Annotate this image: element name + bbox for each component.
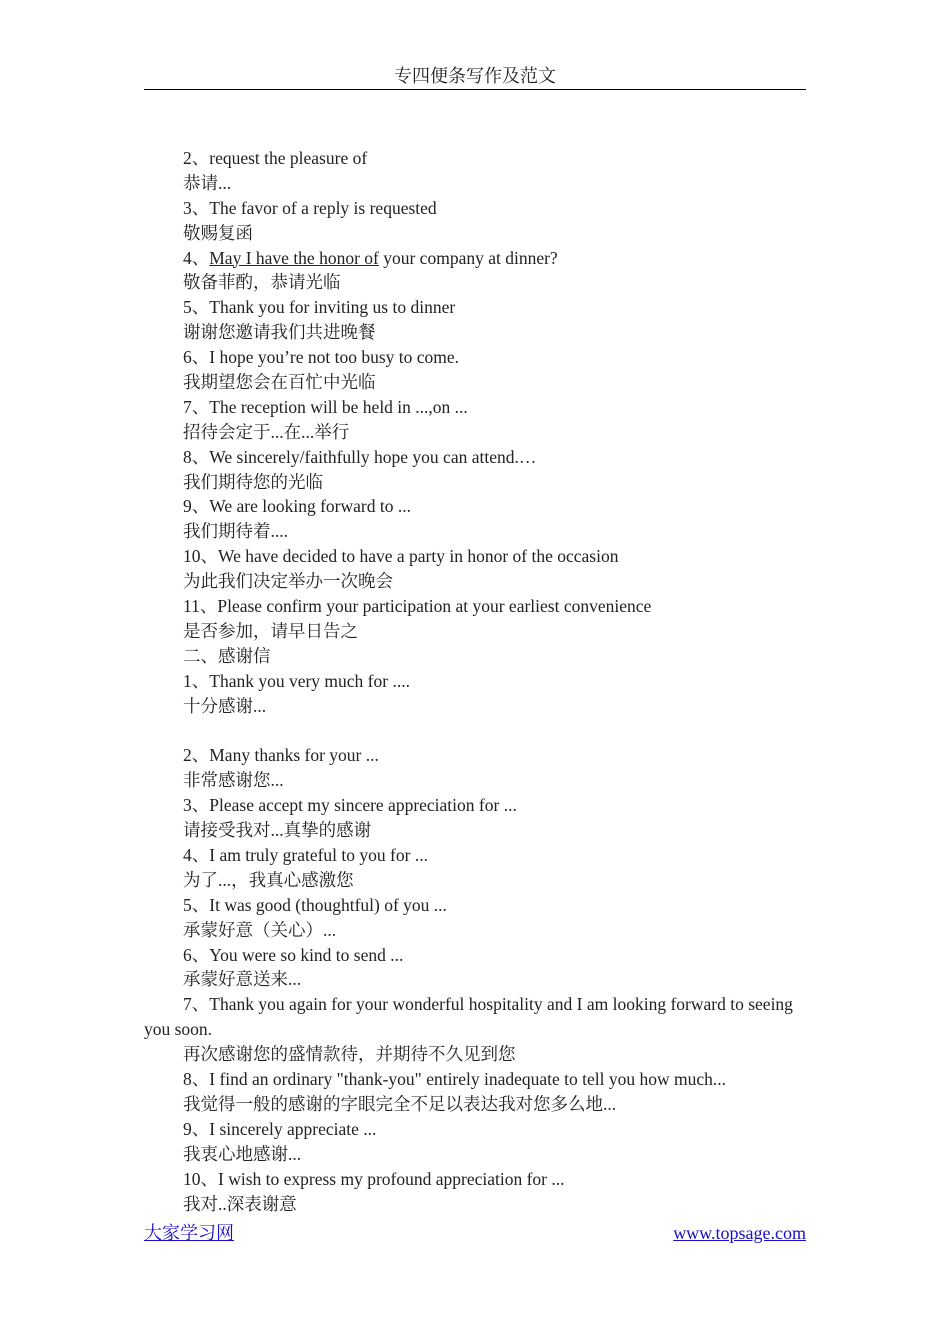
phrase-zh: 我们期待着.... <box>183 521 288 542</box>
phrase-en: 9、We are looking forward to ... <box>183 496 411 517</box>
phrase-zh: 我衷心地感谢... <box>183 1143 302 1164</box>
phrase-en-wrapped: 7、Thank you again for your wonderful hospitality and I am looking forward to seeing you soon. <box>144 994 793 1040</box>
phrase-zh: 敬赐复函 <box>183 222 253 243</box>
footer-url-link[interactable]: www.topsage.com <box>673 1223 806 1243</box>
phrase-en: 6、You were so kind to send ... <box>183 944 404 965</box>
document-body <box>144 146 806 1217</box>
section-heading: 二、感谢信 <box>183 645 271 666</box>
phrase-zh: 非常感谢您... <box>183 770 284 791</box>
phrase-number: 4、 <box>183 247 210 268</box>
phrase-zh: 谢谢您邀请我们共进晚餐 <box>183 322 376 343</box>
phrase-zh: 招待会定于...在...举行 <box>183 421 350 442</box>
phrase-zh: 再次感谢您的盛情款待，并期待不久见到您 <box>183 1044 516 1065</box>
phrase-zh: 我期望您会在百忙中光临 <box>183 372 376 393</box>
phrase-en: 7、The reception will be held in ...,on ... <box>183 396 468 417</box>
phrase-en: 6、I hope you’re not too busy to come. <box>183 347 460 368</box>
phrase-zh: 是否参加，请早日告之 <box>183 620 358 641</box>
phrase-zh: 我觉得一般的感谢的字眼完全不足以表达我对您多么地... <box>183 1094 617 1115</box>
phrase-en: 3、The favor of a reply is requested <box>183 197 437 218</box>
phrase-zh: 敬备菲酌，恭请光临 <box>183 272 341 293</box>
phrase-en: 2、Many thanks for your ... <box>183 745 379 766</box>
phrase-en: 4、I am truly grateful to you for ... <box>183 844 428 865</box>
phrase-zh: 请接受我对...真挚的感谢 <box>183 820 372 841</box>
phrase-suffix: your company at dinner? <box>378 247 558 268</box>
phrase-zh: 恭请... <box>183 172 232 193</box>
underlined-phrase: May I have the honor of <box>209 247 379 268</box>
phrase-zh: 我们期待您的光临 <box>183 471 323 492</box>
phrase-zh: 为此我们决定举办一次晚会 <box>183 571 393 592</box>
phrase-en: 3、Please accept my sincere appreciation for ... <box>183 795 517 816</box>
page-header <box>144 64 806 90</box>
phrase-en: 11、Please confirm your participation at your earliest convenience <box>183 596 652 617</box>
phrase-zh: 为了...，我真心感激您 <box>183 869 354 890</box>
phrase-en <box>144 246 806 271</box>
phrase-en: 5、It was good (thoughtful) of you ... <box>183 894 447 915</box>
phrase-zh: 十分感谢... <box>183 695 267 716</box>
phrase-en: 5、Thank you for inviting us to dinner <box>183 297 456 318</box>
phrase-zh: 承蒙好意（关心）... <box>183 919 337 940</box>
blank-line <box>144 718 806 743</box>
page-footer <box>144 1220 806 1246</box>
phrase-en: 8、We sincerely/faithfully hope you can attend.… <box>183 446 537 467</box>
page-title: 专四便条写作及范文 <box>394 66 556 86</box>
phrase-en: 10、We have decided to have a party in honor of the occasion <box>183 546 619 567</box>
phrase-en: 9、I sincerely appreciate ... <box>183 1118 377 1139</box>
phrase-en: 2、request the pleasure of <box>183 148 368 168</box>
phrase-zh: 我对..深表谢意 <box>183 1193 297 1214</box>
phrase-en: 1、Thank you very much for .... <box>183 670 410 691</box>
phrase-zh: 承蒙好意送来... <box>183 969 302 990</box>
phrase-en: 10、I wish to express my profound appreciation for ... <box>183 1168 565 1189</box>
footer-site-link[interactable]: 大家学习网 <box>144 1223 234 1243</box>
phrase-en: 8、I find an ordinary "thank-you" entirely inadequate to tell you how much... <box>183 1069 727 1090</box>
